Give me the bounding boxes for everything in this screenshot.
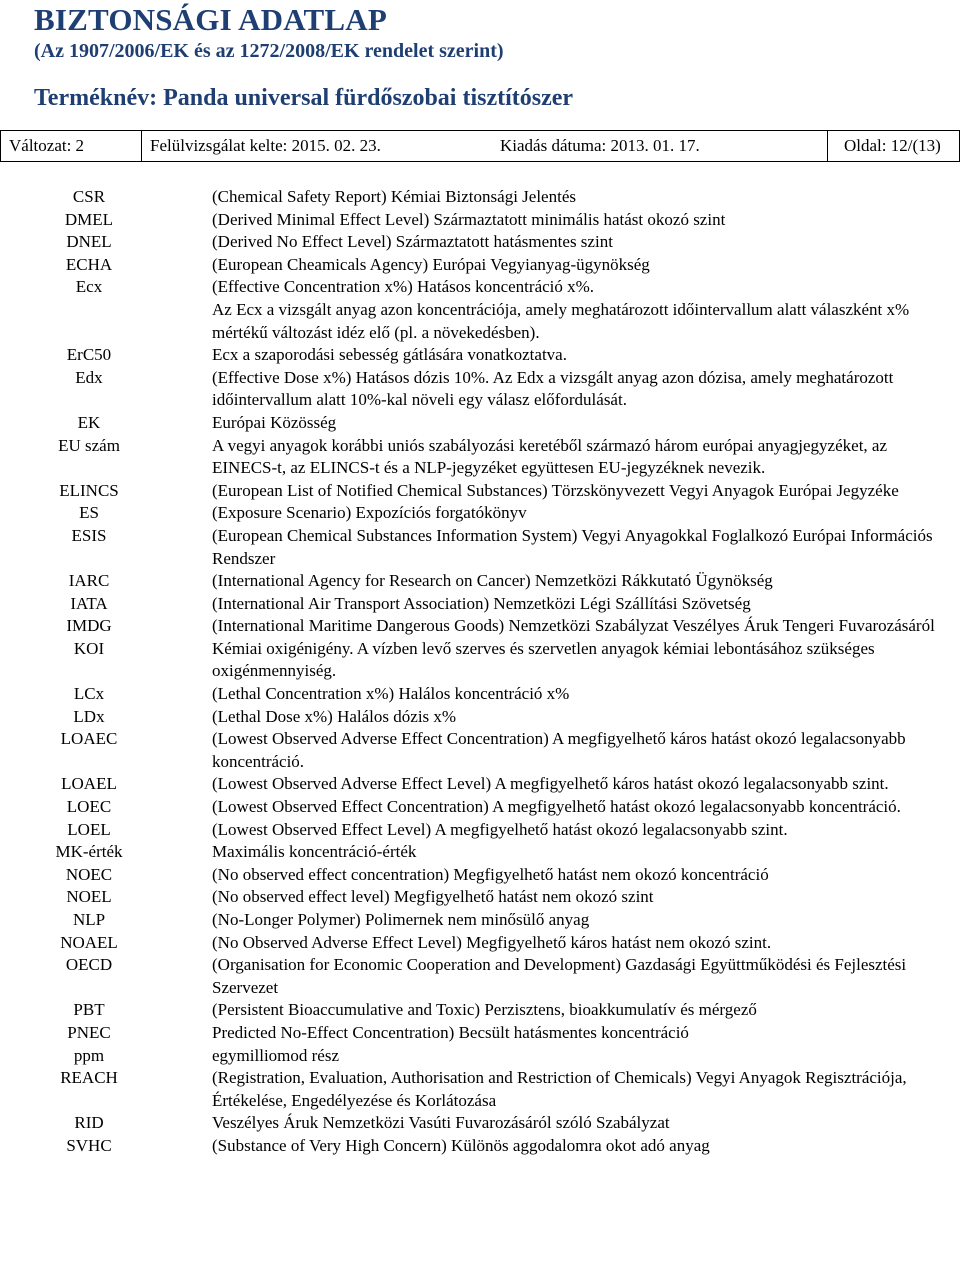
- definition-row: [0, 367, 960, 412]
- abbreviation-list: [0, 186, 960, 1158]
- abbreviation-definition: (Derived No Effect Level) Származtatott hatásmentes szint: [212, 232, 613, 252]
- abbreviation-definition: (Effective Dose x%) Hatásos dózis 10%. Az Edx a vizsgált anyag azon dózisa, amely meghatározott időintervallum alatt 10%-kal növeli egy válasz előfordulását.: [212, 367, 894, 410]
- abbreviation-definition: (Chemical Safety Report) Kémiai Biztonsági Jelentés: [212, 187, 576, 206]
- abbreviation-term: REACH: [60, 1068, 118, 1088]
- abbreviation-definition: (No observed effect concentration) Megfigyelhető hatást nem okozó koncentráció: [212, 864, 769, 884]
- abbreviation-term: PBT: [73, 1000, 105, 1020]
- definition-row: [0, 435, 960, 480]
- abbreviation-term: CSR: [72, 187, 106, 206]
- abbreviation-definition: (Organisation for Economic Cooperation and Development) Gazdasági Együttműködési és Fejlesztési Szervezet: [212, 955, 907, 997]
- definition-row: [0, 773, 960, 796]
- abbreviation-term: PNEC: [67, 1022, 111, 1042]
- abbreviation-definition: (No observed effect level) Megfigyelhető hatást nem okozó szint: [212, 887, 654, 907]
- definition-row: [0, 502, 960, 525]
- abbreviation-term: IATA: [70, 593, 108, 613]
- definition-row: [0, 1112, 960, 1135]
- definition-row: [0, 728, 960, 773]
- definition-row: [0, 570, 960, 593]
- definition-row: [0, 1067, 960, 1112]
- abbreviation-definition: (Lowest Observed Adverse Effect Concentration) A megfigyelhető káros hatást okozó legalacsonyabb koncentráció.: [212, 729, 906, 771]
- abbreviation-term: EU szám: [58, 435, 120, 455]
- abbreviation-term: ELINCS: [59, 480, 119, 500]
- definition-row: [0, 615, 960, 638]
- definition-row: [0, 932, 960, 955]
- abbreviation-term: ESIS: [71, 525, 107, 545]
- abbreviation-term: DNEL: [66, 232, 112, 252]
- abbreviation-term: ECHA: [65, 254, 113, 274]
- definition-row: [0, 999, 960, 1022]
- definition-row: [0, 683, 960, 706]
- definition-row: [0, 276, 960, 344]
- abbreviation-definition: (Derived Minimal Effect Level) Származtatott minimális hatást okozó szint: [212, 209, 726, 229]
- definition-row: [0, 525, 960, 570]
- abbreviation-term: NOAEL: [60, 932, 118, 952]
- product-name: Terméknév: Panda universal fürdőszobai tisztítószer: [34, 85, 574, 111]
- definition-row: [0, 480, 960, 503]
- abbreviation-term: DMEL: [64, 209, 114, 229]
- abbreviation-definition: (International Agency for Research on Cancer) Nemzetközi Rákkutató Ügynökség: [212, 571, 773, 591]
- abbreviation-definition: Európai Közösség: [212, 412, 337, 432]
- abbreviation-term: ppm: [73, 1045, 105, 1065]
- definition-row: [0, 886, 960, 909]
- abbreviation-term: NOEL: [66, 887, 112, 907]
- abbreviation-definition: (Registration, Evaluation, Authorisation and Restriction of Chemicals) Vegyi Anyagok Regisztrációja, Értékelése, Engedélyezése és Korlátozása: [212, 1068, 907, 1110]
- abbreviation-definition: (Exposure Scenario) Expozíciós forgatókönyv: [212, 503, 527, 523]
- abbreviation-definition: (International Maritime Dangerous Goods) Nemzetközi Szabályzat Veszélyes Áruk Tengeri Fuvarozásáról: [212, 616, 935, 636]
- abbreviation-definition: (Lethal Dose x%) Halálos dózis x%: [212, 706, 457, 726]
- document-title: BIZTONSÁGI ADATLAP: [34, 2, 388, 37]
- abbreviation-definition: (Lowest Observed Adverse Effect Level) A megfigyelhető káros hatást okozó legalacsonyabb szint.: [212, 774, 889, 794]
- abbreviation-term: NLP: [72, 910, 106, 929]
- definition-row: [0, 819, 960, 842]
- abbreviation-term: ErC50: [66, 345, 112, 365]
- regulation-subtitle: (Az 1907/2006/EK és az 1272/2008/EK rendelet szerint): [34, 40, 504, 62]
- definition-row: [0, 1045, 960, 1068]
- abbreviation-term: LCx: [73, 684, 105, 704]
- definition-row: [0, 186, 960, 209]
- abbreviation-definition: (Lowest Observed Effect Concentration) A megfigyelhető hatást okozó legalacsonyabb koncentráció.: [212, 797, 901, 817]
- abbreviation-definition: (European Chemical Substances Information System) Vegyi Anyagokkal Foglalkozó Európai Információs Rendszer: [212, 525, 933, 568]
- abbreviation-term: LOEC: [66, 797, 112, 817]
- definition-row: [0, 231, 960, 254]
- definition-row: [0, 254, 960, 277]
- abbreviation-term: Edx: [75, 367, 103, 387]
- abbreviation-definition: (No Observed Adverse Effect Level) Megfigyelhető káros hatást nem okozó szint.: [212, 932, 772, 952]
- abbreviation-term: SVHC: [66, 1135, 112, 1155]
- definition-row: [0, 954, 960, 999]
- abbreviation-definition: (Lowest Observed Effect Level) A megfigyelhető hatást okozó legalacsonyabb szint.: [212, 819, 788, 839]
- abbreviation-term: ES: [79, 503, 99, 523]
- document-meta-bar: [0, 130, 960, 162]
- abbreviation-definition: Maximális koncentráció-érték: [212, 842, 417, 862]
- abbreviation-term: Ecx: [75, 277, 103, 297]
- abbreviation-definition: Predicted No-Effect Concentration) Becsült hatásmentes koncentráció: [212, 1022, 689, 1042]
- abbreviation-definition: (European Cheamicals Agency) Európai Vegyianyag-ügynökség: [212, 254, 650, 274]
- definition-row: [0, 209, 960, 232]
- revision-date-cell: Felülvizsgálat kelte: 2015. 02. 23.: [150, 136, 381, 155]
- abbreviation-definition: Veszélyes Áruk Nemzetközi Vasúti Fuvarozásáról szóló Szabályzat: [212, 1113, 670, 1133]
- definition-row: [0, 638, 960, 683]
- definition-row: [0, 706, 960, 729]
- abbreviation-term: LOAEL: [61, 774, 117, 794]
- definition-row: [0, 412, 960, 435]
- definition-row: [0, 796, 960, 819]
- abbreviation-definition: (Lethal Concentration x%) Halálos koncentráció x%: [212, 684, 570, 704]
- issue-date-cell: Kiadás dátuma: 2013. 01. 17.: [492, 131, 828, 161]
- abbreviation-term: IARC: [68, 571, 110, 591]
- abbreviation-term: RID: [74, 1113, 104, 1133]
- abbreviation-definition: (European List of Notified Chemical Substances) Törzskönyvezett Vegyi Anyagok Európai Jegyzéke: [212, 480, 899, 500]
- abbreviation-term: LDx: [73, 706, 105, 726]
- page-number-cell: Oldal: 12/(13): [844, 136, 941, 155]
- definition-row: [0, 344, 960, 367]
- abbreviation-term: LOAEC: [60, 729, 118, 749]
- abbreviation-term: NOEC: [65, 864, 113, 884]
- definition-row: [0, 1135, 960, 1158]
- abbreviation-definition: (International Air Transport Association) Nemzetközi Légi Szállítási Szövetség: [212, 593, 751, 613]
- abbreviation-term: MK-érték: [55, 842, 123, 862]
- abbreviation-term: KOI: [73, 638, 105, 658]
- abbreviation-definition: Ecx a szaporodási sebesség gátlására vonatkoztatva.: [212, 345, 567, 365]
- version-cell: Változat: 2: [1, 131, 142, 161]
- abbreviation-definition: (Effective Concentration x%) Hatásos koncentráció x%. Az Ecx a vizsgált anyag azon koncentrációja, amely meghatározott időintervallum alatt válaszként x% mértékű változást idéz elő (pl. a növekedésben).: [212, 277, 910, 342]
- definition-row: [0, 864, 960, 887]
- abbreviation-definition: Kémiai oxigénigény. A vízben levő szerves és szervetlen anyagok kémiai lebontásához szükséges oxigénmennyiség.: [212, 638, 875, 681]
- abbreviation-definition: (No-Longer Polymer) Polimernek nem minősülő anyag: [212, 910, 590, 929]
- definition-row: [0, 593, 960, 616]
- abbreviation-term: LOEL: [67, 819, 111, 839]
- abbreviation-definition: (Substance of Very High Concern) Különös aggodalomra okot adó anyag: [212, 1135, 710, 1155]
- definition-row: [0, 841, 960, 864]
- abbreviation-term: OECD: [65, 955, 113, 975]
- abbreviation-definition: (Persistent Bioaccumulative and Toxic) Perzisztens, bioakkumulatív és mérgező: [212, 1000, 757, 1020]
- abbreviation-definition: egymilliomod rész: [212, 1045, 340, 1065]
- definition-row: [0, 909, 960, 932]
- definition-row: [0, 1022, 960, 1045]
- abbreviation-term: EK: [77, 412, 101, 432]
- abbreviation-term: IMDG: [66, 616, 112, 636]
- abbreviation-definition: A vegyi anyagok korábbi uniós szabályozási keretéből származó három európai anyagjegyzéket, az EINECS-t, az ELINCS-t és a NLP-jegyzéket együttesen EU-jegyzéknek nevezik.: [212, 435, 888, 478]
